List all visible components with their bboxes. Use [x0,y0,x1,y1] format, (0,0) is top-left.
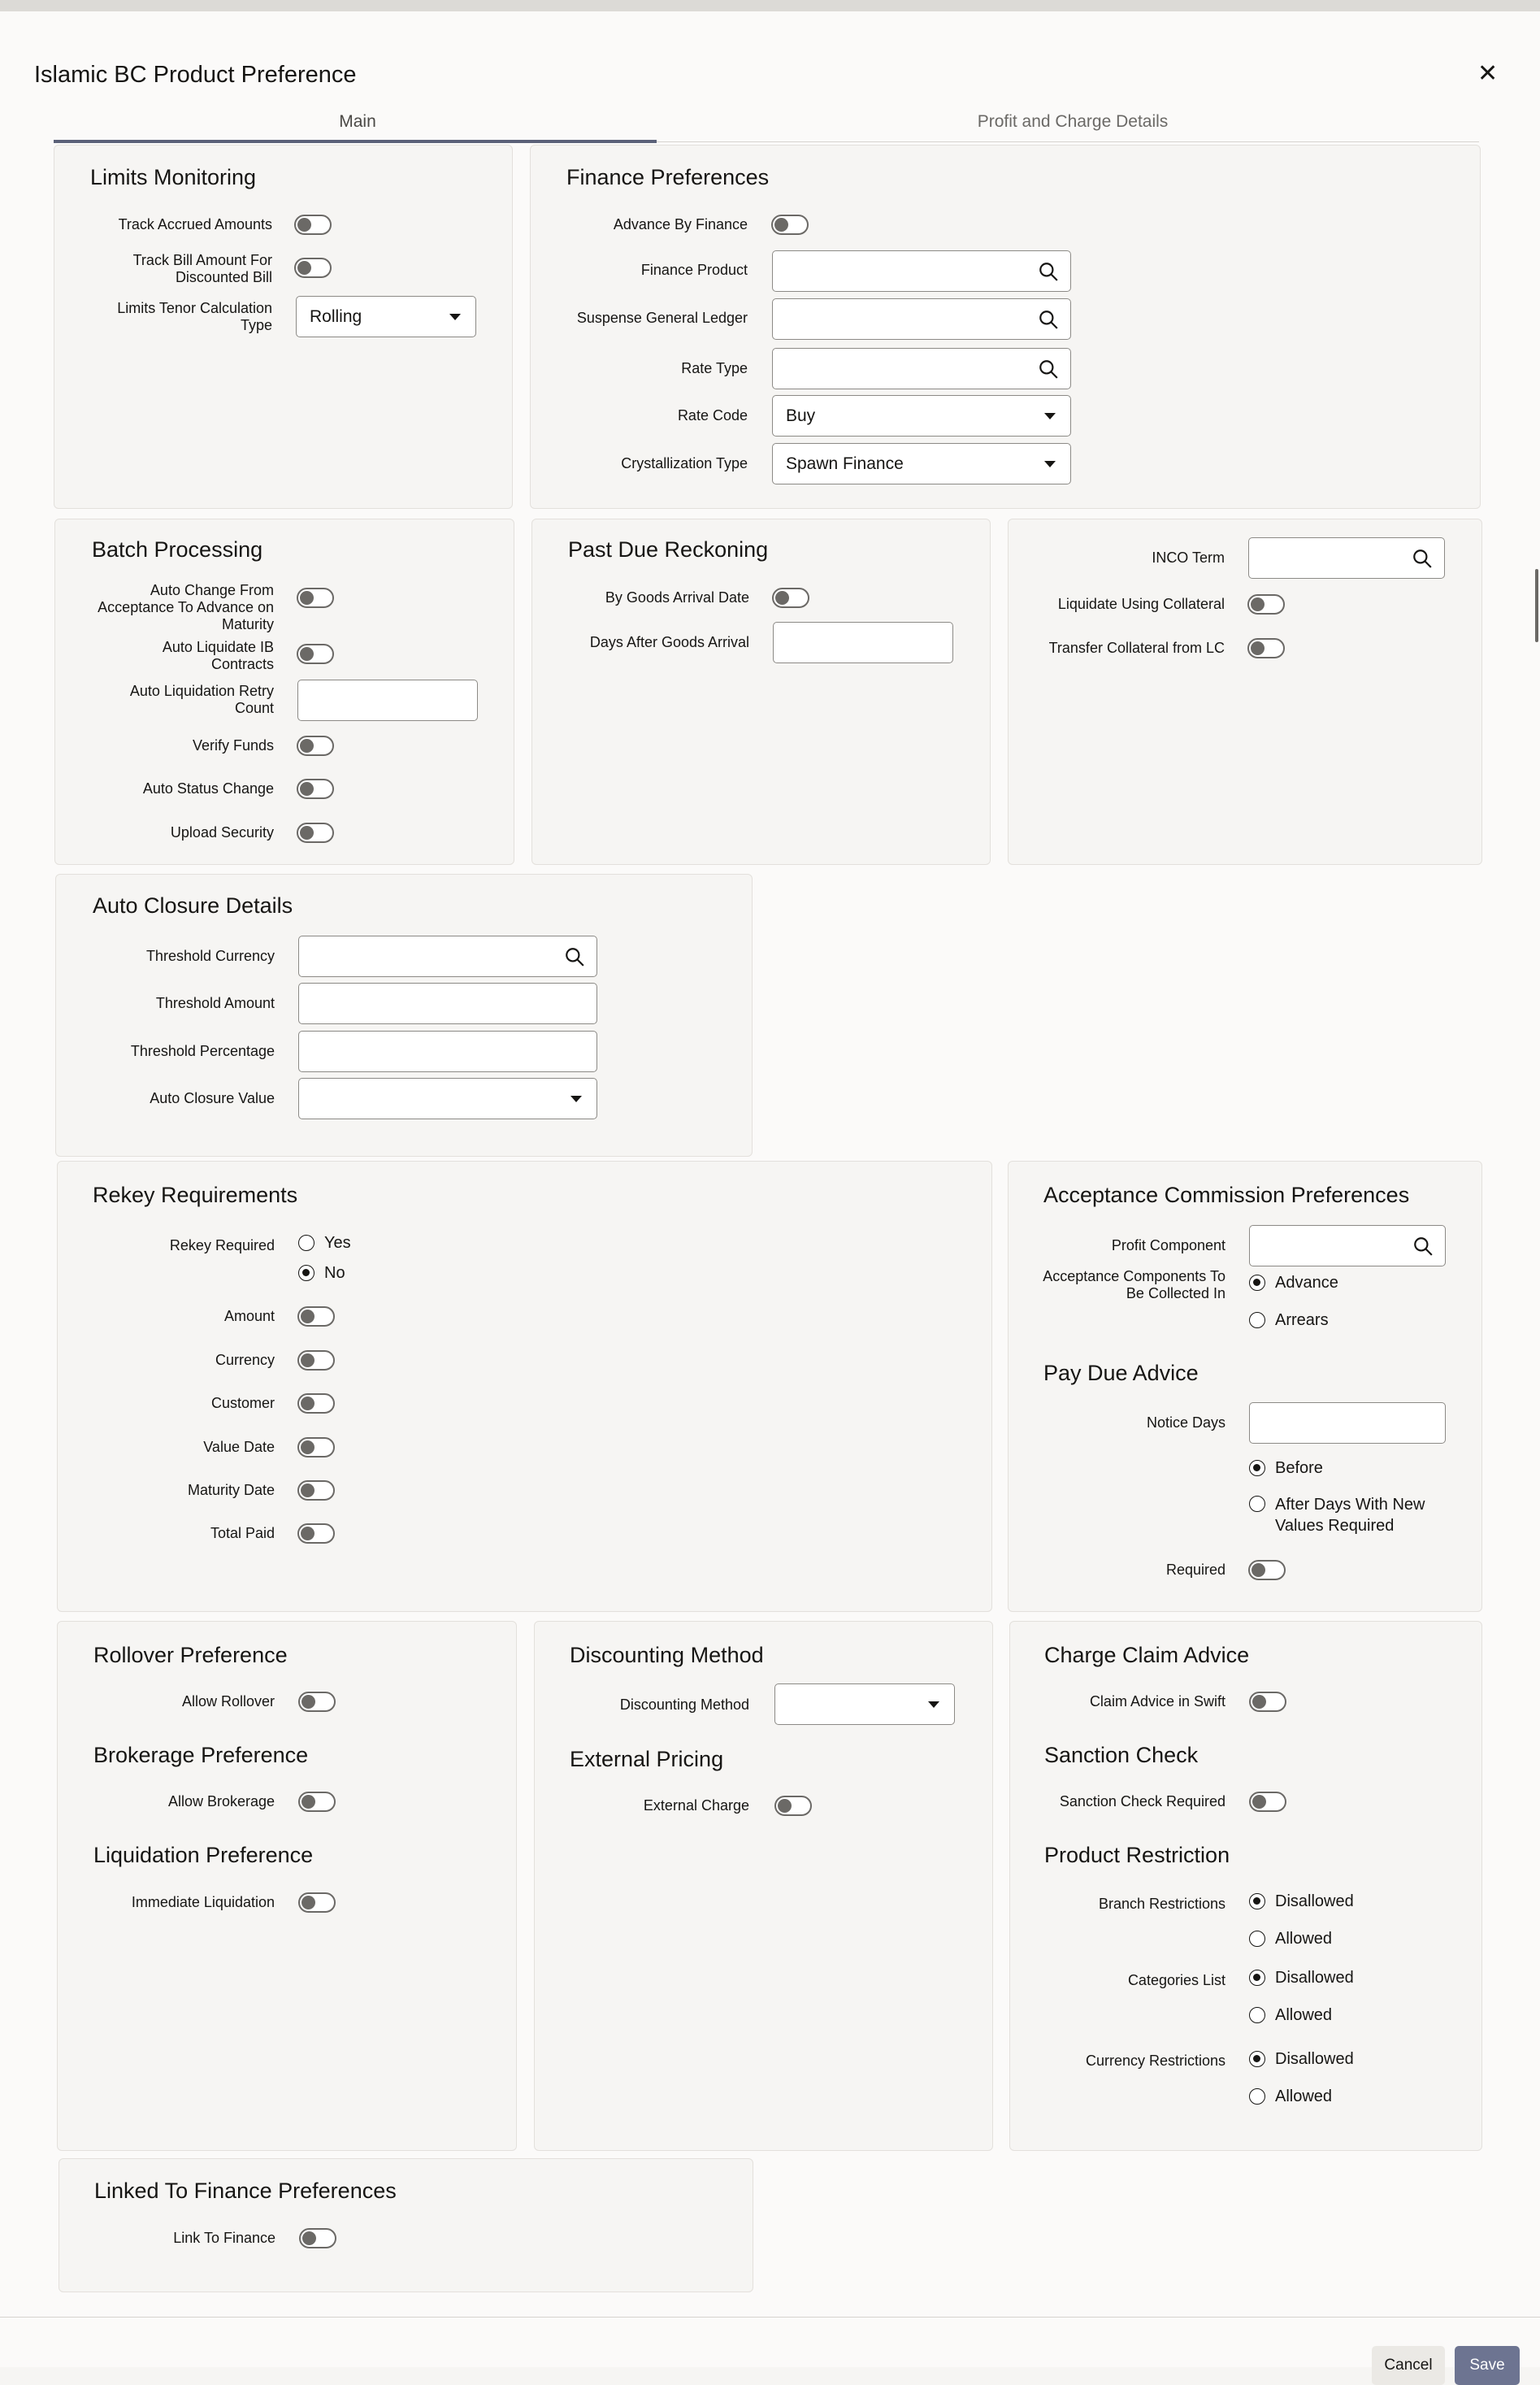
radio-circle [1249,2051,1265,2067]
arrears-radio[interactable] [1249,1310,1329,1330]
rekey-yes-radio[interactable] [298,1233,351,1253]
limits-tenor-select[interactable] [296,296,476,337]
advance-by-finance-toggle[interactable] [771,215,809,235]
after-days-radio[interactable] [1249,1494,1444,1536]
tab-profit-and-charge[interactable]: Profit and Charge Details [977,112,1169,131]
auto-status-label: Auto Status Change [142,780,274,797]
rollover-heading: Rollover Preference [93,1643,288,1667]
threshold-currency-input[interactable] [298,936,597,977]
radio-circle [1249,2007,1265,2023]
immediate-liquidation-label: Immediate Liquidation [131,1894,275,1910]
rekey-currency-label: Currency [215,1352,275,1368]
allow-brokerage-label: Allow Brokerage [167,1793,275,1809]
close-icon[interactable]: ✕ [1477,60,1499,87]
threshold-amount-label: Threshold Amount [155,995,275,1011]
auto-closure-heading: Auto Closure Details [93,893,293,918]
search-icon[interactable] [1412,1236,1434,1257]
discounting-method-select[interactable] [774,1683,955,1725]
scrollbar-thumb[interactable] [1535,569,1538,642]
threshold-amount-input[interactable] [298,983,597,1024]
link-to-finance-toggle[interactable] [299,2228,336,2248]
track-bill-label: Track Bill Amount For Discounted Bill [132,252,272,285]
advance-by-finance-label: Advance By Finance [613,216,748,232]
batch-processing-heading: Batch Processing [92,537,263,562]
rate-type-label: Rate Type [681,360,748,376]
track-accrued-label: Track Accrued Amounts [118,216,272,232]
rekey-amount-toggle[interactable] [297,1306,335,1327]
categories-list-label: Categories List [1127,1972,1225,1988]
claim-swift-toggle[interactable] [1249,1692,1286,1712]
link-to-finance-label: Link To Finance [173,2230,275,2246]
categories-allowed-radio[interactable] [1249,2005,1332,2025]
pay-due-heading: Pay Due Advice [1043,1361,1199,1385]
auto-closure-value-label: Auto Closure Value [150,1090,275,1106]
limits-tenor-value: Rolling [310,307,362,326]
discounting-method-label: Discounting Method [619,1696,749,1713]
external-charge-toggle[interactable] [774,1796,812,1816]
liquidate-collateral-label: Liquidate Using Collateral [1057,596,1225,612]
allow-rollover-label: Allow Rollover [181,1693,275,1709]
categories-disallowed-label: Disallowed [1275,1969,1354,1987]
auto-change-toggle[interactable] [297,588,334,608]
by-goods-label: By Goods Arrival Date [605,589,749,606]
suspense-gl-label: Suspense General Ledger [576,310,748,326]
profit-component-input[interactable] [1249,1225,1446,1266]
radio-circle [1249,1275,1265,1291]
before-label: Before [1275,1459,1323,1477]
acceptance-heading: Acceptance Commission Preferences [1043,1183,1410,1207]
advance-label: Advance [1275,1274,1338,1292]
categories-allowed-label: Allowed [1275,2006,1333,2024]
limits-tenor-label: Limits Tenor Calculation Type [117,300,272,333]
advance-radio[interactable] [1249,1273,1338,1292]
claim-swift-label: Claim Advice in Swift [1089,1693,1225,1709]
finance-preferences-heading: Finance Preferences [566,165,770,189]
immediate-liquidation-toggle[interactable] [298,1892,336,1913]
allow-rollover-toggle[interactable] [298,1692,336,1712]
crystallization-type-select[interactable] [772,443,1071,484]
chevron-down-icon [928,1701,939,1708]
components-collected-label: Acceptance Components To Be Collected In [1043,1268,1225,1301]
transfer-collateral-label: Transfer Collateral from LC [1048,640,1225,656]
days-after-input[interactable] [773,622,953,663]
search-icon[interactable] [1412,548,1433,569]
linked-finance-heading: Linked To Finance Preferences [94,2179,397,2203]
brokerage-heading: Brokerage Preference [93,1743,309,1767]
sanction-heading: Sanction Check [1044,1743,1199,1767]
rekey-customer-toggle[interactable] [297,1393,335,1414]
inco-term-input[interactable] [1248,537,1445,579]
rate-code-select[interactable] [772,395,1071,437]
threshold-currency-label: Threshold Currency [145,948,275,964]
rekey-heading: Rekey Requirements [93,1183,298,1207]
upload-security-toggle[interactable] [297,823,334,843]
after-days-label: After Days With New Values Required [1275,1496,1425,1535]
crystallization-type-label: Crystallization Type [621,455,748,471]
chevron-down-icon [1044,413,1056,419]
sanction-required-toggle[interactable] [1249,1792,1286,1812]
radio-circle [1249,2088,1265,2105]
by-goods-toggle[interactable] [772,588,809,608]
currency-restrictions-label: Currency Restrictions [1085,2053,1225,2069]
branch-restrictions-label: Branch Restrictions [1098,1896,1225,1912]
discounting-heading: Discounting Method [570,1643,764,1667]
profit-component-label: Profit Component [1111,1237,1225,1253]
pay-due-required-toggle[interactable] [1248,1560,1286,1580]
branch-disallowed-label: Disallowed [1275,1892,1354,1910]
search-icon[interactable] [1038,261,1059,282]
radio-circle [1249,1460,1265,1476]
tab-divider [657,141,1479,142]
rekey-value-date-label: Value Date [203,1439,275,1455]
currency-allowed-label: Allowed [1275,2087,1333,2105]
auto-change-label: Auto Change From Acceptance To Advance on Maturity [98,582,274,632]
tab-main[interactable]: Main [339,112,376,131]
rekey-yes-label: Yes [324,1234,351,1252]
currency-allowed-radio[interactable] [1249,2087,1332,2106]
rate-type-input[interactable] [772,348,1071,389]
rate-code-label: Rate Code [677,407,748,424]
branch-disallowed-radio[interactable] [1249,1892,1354,1911]
rekey-required-label: Rekey Required [169,1237,275,1253]
track-accrued-toggle[interactable] [294,215,332,235]
rate-code-value: Buy [786,406,816,425]
retry-count-label: Auto Liquidation Retry Count [129,683,274,716]
upload-security-label: Upload Security [170,824,274,841]
search-icon[interactable] [1038,358,1059,380]
footer-divider [0,2317,1540,2318]
crystallization-type-value: Spawn Finance [786,454,904,473]
rekey-value-date-toggle[interactable] [297,1437,335,1458]
verify-funds-label: Verify Funds [192,737,274,754]
auto-liquidate-label: Auto Liquidate IB Contracts [162,639,274,672]
cancel-button[interactable]: Cancel [1372,2346,1445,2385]
rekey-total-paid-toggle[interactable] [297,1523,335,1544]
verify-funds-toggle[interactable] [297,736,334,756]
product-restriction-heading: Product Restriction [1044,1843,1230,1867]
currency-disallowed-radio[interactable] [1249,2049,1354,2069]
window-title: Islamic BC Product Preference [34,62,357,88]
pay-due-required-label: Required [1165,1562,1225,1578]
past-due-heading: Past Due Reckoning [568,537,769,562]
sanction-required-label: Sanction Check Required [1059,1793,1225,1809]
threshold-percentage-input[interactable] [298,1031,597,1072]
past-due-panel [531,519,991,865]
liquidation-heading: Liquidation Preference [93,1843,314,1867]
rekey-maturity-date-toggle[interactable] [297,1480,335,1501]
rekey-no-radio[interactable] [298,1263,345,1283]
rekey-amount-label: Amount [223,1308,275,1324]
rekey-customer-label: Customer [210,1395,275,1411]
rekey-currency-toggle[interactable] [297,1350,335,1371]
save-button[interactable]: Save [1455,2346,1520,2385]
rekey-total-paid-label: Total Paid [210,1525,275,1541]
charge-claim-heading: Charge Claim Advice [1044,1643,1250,1667]
categories-disallowed-radio[interactable] [1249,1968,1354,1988]
limits-monitoring-heading: Limits Monitoring [90,165,257,189]
chevron-down-icon [449,314,461,320]
external-pricing-heading: External Pricing [570,1747,724,1771]
rekey-no-label: No [324,1264,345,1282]
suspense-gl-input[interactable] [772,298,1071,340]
finance-product-label: Finance Product [640,262,748,278]
auto-status-toggle[interactable] [297,779,334,799]
radio-circle [1249,1312,1265,1328]
currency-disallowed-label: Disallowed [1275,2050,1354,2068]
notice-days-label: Notice Days [1146,1414,1225,1431]
before-radio[interactable] [1249,1458,1323,1478]
liquidate-collateral-toggle[interactable] [1247,594,1285,615]
branch-allowed-radio[interactable] [1249,1929,1332,1948]
radio-circle [298,1265,315,1281]
rekey-panel [57,1161,992,1612]
threshold-percentage-label: Threshold Percentage [130,1043,275,1059]
active-tab-indicator [54,140,657,143]
retry-count-input[interactable] [297,680,478,721]
chevron-down-icon [1044,461,1056,467]
external-charge-label: External Charge [643,1797,749,1814]
chevron-down-icon [570,1096,582,1102]
inco-term-label: INCO Term [1152,550,1225,566]
rekey-maturity-date-label: Maturity Date [187,1482,275,1498]
track-bill-toggle[interactable] [294,258,332,278]
arrears-label: Arrears [1275,1311,1329,1329]
finance-product-input[interactable] [772,250,1071,292]
search-icon[interactable] [564,946,585,967]
search-icon[interactable] [1038,309,1059,330]
transfer-collateral-toggle[interactable] [1247,638,1285,658]
radio-circle [1249,1931,1265,1947]
allow-brokerage-toggle[interactable] [298,1792,336,1812]
days-after-label: Days After Goods Arrival [589,634,749,650]
radio-circle [298,1235,315,1251]
auto-closure-value-select[interactable] [298,1078,597,1119]
radio-circle [1249,1893,1265,1909]
branch-allowed-label: Allowed [1275,1930,1333,1948]
radio-circle [1249,1970,1265,1986]
radio-circle [1249,1496,1265,1512]
notice-days-input[interactable] [1249,1402,1446,1444]
auto-liquidate-toggle[interactable] [297,644,334,664]
